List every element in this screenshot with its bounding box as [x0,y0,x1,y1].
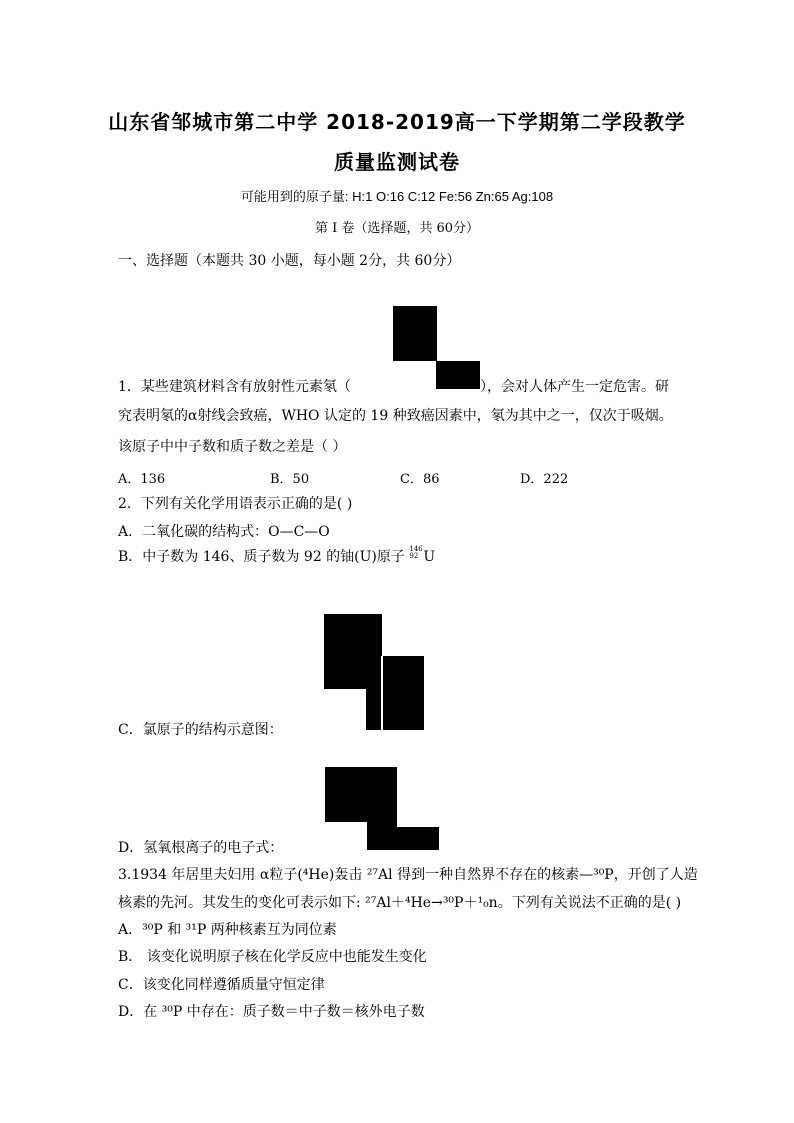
q2-uranium-mass-number: 146 [409,545,423,553]
q3-line-1: 3.1934 年居里夫妇用 α粒子(⁴He)轰击 ²⁷Al 得到一种自然界不存在的核素—³⁰P，开创了人造 [118,867,698,883]
chlorine-diagram-divider [381,656,383,730]
q2-option-d: D．氢氧根离子的电子式： [118,840,284,856]
radon-symbol-image-bottom [436,361,480,389]
title-line-1: 山东省邹城市第二中学 2018-2019高一下学期第二学段教学 [108,110,686,134]
q3-option-a: A．³⁰P 和 ³¹P 两种核素互为同位素 [118,922,337,938]
q1-option-d: D．222 [520,472,569,487]
q2-option-b-text: B．中子数为 146、质子数为 92 的铀(U)原子 [118,549,410,565]
hydroxide-image-mid [367,822,397,850]
q1-line-2: 究表明氡的α射线会致癌，WHO 认定的 19 种致癌因素中，氡为其中之一，仅次于吸烟。 [118,408,673,424]
q1-line-3: 该原子中中子数和质子数之差是（ ） [118,439,347,455]
q1-line-1b: ），会对人体产生一定危害。研 [480,379,669,395]
hydroxide-image-bottom [397,827,439,850]
q1-line-1a: 1．某些建筑材料含有放射性元素氡（ [118,379,351,395]
q2-option-b [118,546,435,566]
q3-line-2: 核素的先河。其发生的变化可表示如下: ²⁷Al＋⁴He→³⁰P＋¹₀n。下列有关说法不正确的是( ) [118,895,682,911]
q1-option-c: C．86 [400,472,440,487]
q1-option-b: B．50 [270,472,310,487]
q2-option-a: A．二氧化碳的结构式：O—C—O [118,524,330,540]
q2-uranium-atomic-number: 92 [409,552,419,560]
q3-option-d: D．在 ³⁰P 中存在：质子数＝中子数＝核外电子数 [118,1004,425,1020]
q2-option-c: C．氯原子的结构示意图： [118,722,283,738]
volume-heading: 第 I 卷（选择题，共 60分） [314,221,480,236]
title-line-2: 质量监测试卷 [334,150,460,174]
hydroxide-image-top [325,767,397,822]
q2-stem: 2．下列有关化学用语表示正确的是( ) [118,496,353,512]
section-heading: 一、选择题（本题共 30 小题，每小题 2分，共 60分） [118,253,461,269]
q1-option-a: A．136 [118,472,166,487]
q2-uranium-symbol: U [423,549,436,565]
radon-symbol-image-top [393,306,437,361]
atomic-masses: 可能用到的原子量: H:1 O:16 C:12 Fe:56 Zn:65 Ag:108 [240,189,554,204]
q3-option-b: B． 该变化说明原子核在化学反应中也能发生变化 [118,949,427,965]
chlorine-diagram-image-bottom [366,656,424,730]
q3-option-c: C．该变化同样遵循质量守恒定律 [118,977,325,993]
